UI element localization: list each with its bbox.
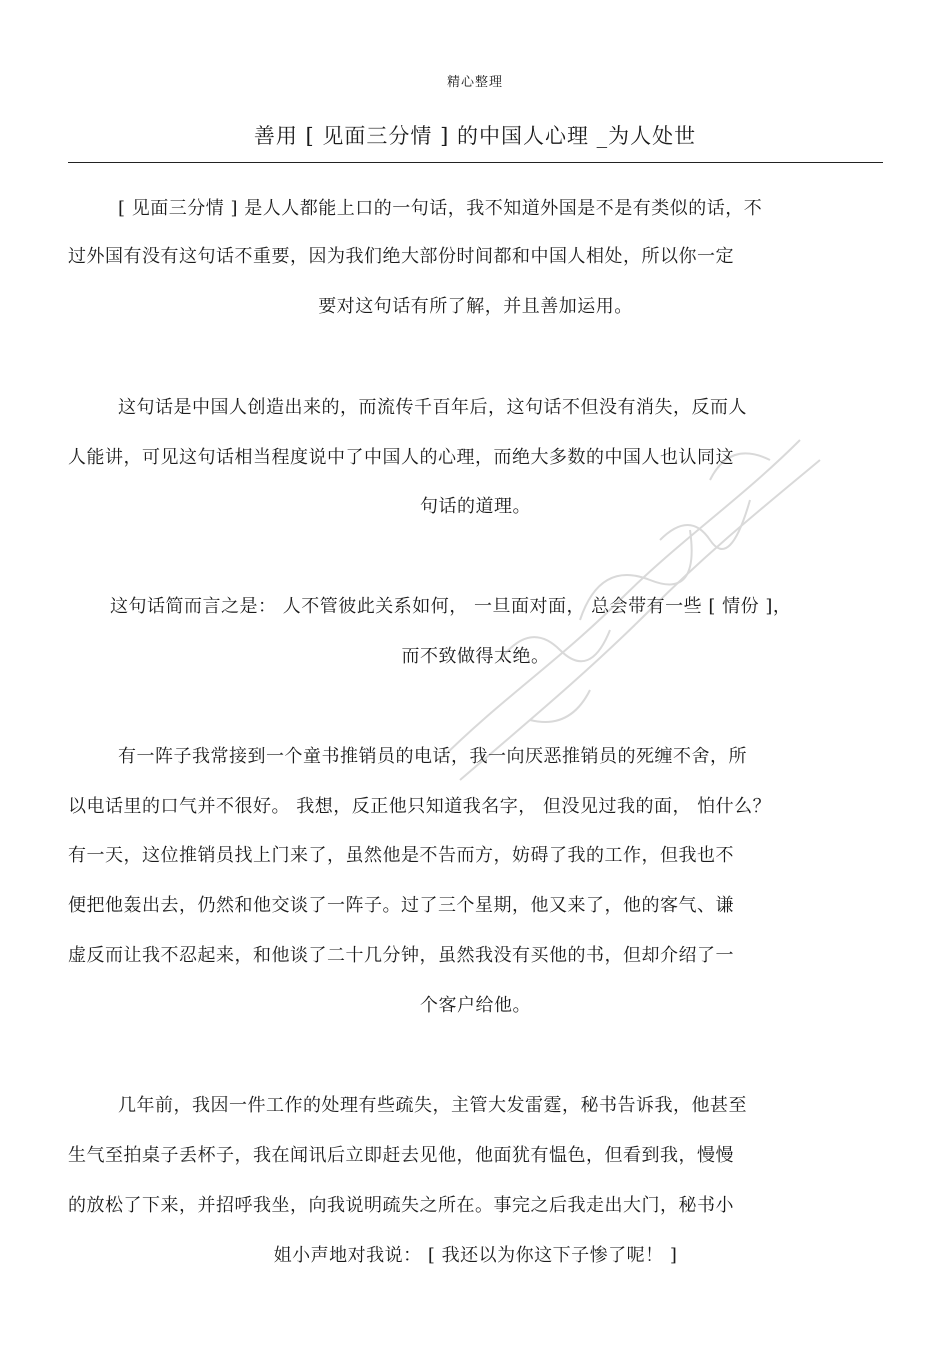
paragraph-2-line-3: 句话的道理。: [420, 496, 531, 517]
article-title: 善用 [ 见面三分情 ] 的中国人心理 _为人处世: [253, 124, 697, 148]
page-header: 精心整理: [446, 75, 503, 90]
title-divider: [68, 162, 883, 163]
paragraph-4-line-5: 虚反而让我不忍起来，和他谈了二十几分钟，虽然我没有买他的书，但却介绍了一: [68, 945, 734, 966]
paragraph-4-line-1: 有一阵子我常接到一个童书推销员的电话，我一向厌恶推销员的死缠不舍，所: [118, 746, 747, 767]
paragraph-5-line-4: 姐小声地对我说： [ 我还以为你这下子惨了呢！ ]: [273, 1245, 678, 1266]
paragraph-2-line-1: 这句话是中国人创造出来的，而流传千百年后，这句话不但没有消失，反而人: [118, 397, 747, 418]
paragraph-4-line-3: 有一天，这位推销员找上门来了，虽然他是不告而方，妨碍了我的工作，但我也不: [68, 845, 734, 866]
paragraph-4-line-4: 便把他轰出去，仍然和他交谈了一阵子。过了三个星期，他又来了，他的客气、谦: [68, 895, 734, 916]
paragraph-5-line-2: 生气至拍桌子丢杯子，我在闻讯后立即赶去见他，他面犹有愠色，但看到我，慢慢: [68, 1145, 734, 1166]
paragraph-4-line-6: 个客户给他。: [420, 995, 531, 1016]
paragraph-3-line-2: 而不致做得太绝。: [401, 646, 550, 667]
paragraph-1-line-1: [ 见面三分情 ] 是人人都能上口的一句话，我不知道外国是不是有类似的话，不: [118, 198, 763, 219]
paragraph-5-line-1: 几年前，我因一件工作的处理有些疏失，主管大发雷霆，秘书告诉我，他甚至: [118, 1095, 747, 1116]
paragraph-5-line-3: 的放松了下来，并招呼我坐，向我说明疏失之所在。事完之后我走出大门，秘书小: [68, 1195, 734, 1216]
paragraph-1-line-2: 过外国有没有这句话不重要，因为我们绝大部份时间都和中国人相处，所以你一定: [68, 246, 734, 267]
paragraph-3-line-1: 这句话简而言之是： 人不管彼此关系如何， 一旦面对面， 总会带有一些 [ 情份 ]，: [110, 596, 792, 617]
paragraph-1-line-3: 要对这句话有所了解，并且善加运用。: [318, 296, 633, 317]
paragraph-2-line-2: 人能讲，可见这句话相当程度说中了中国人的心理，而绝大多数的中国人也认同这: [68, 447, 734, 468]
paragraph-4-line-2: 以电话里的口气并不很好。 我想，反正他只知道我名字， 但没见过我的面， 怕什么？: [68, 796, 772, 817]
